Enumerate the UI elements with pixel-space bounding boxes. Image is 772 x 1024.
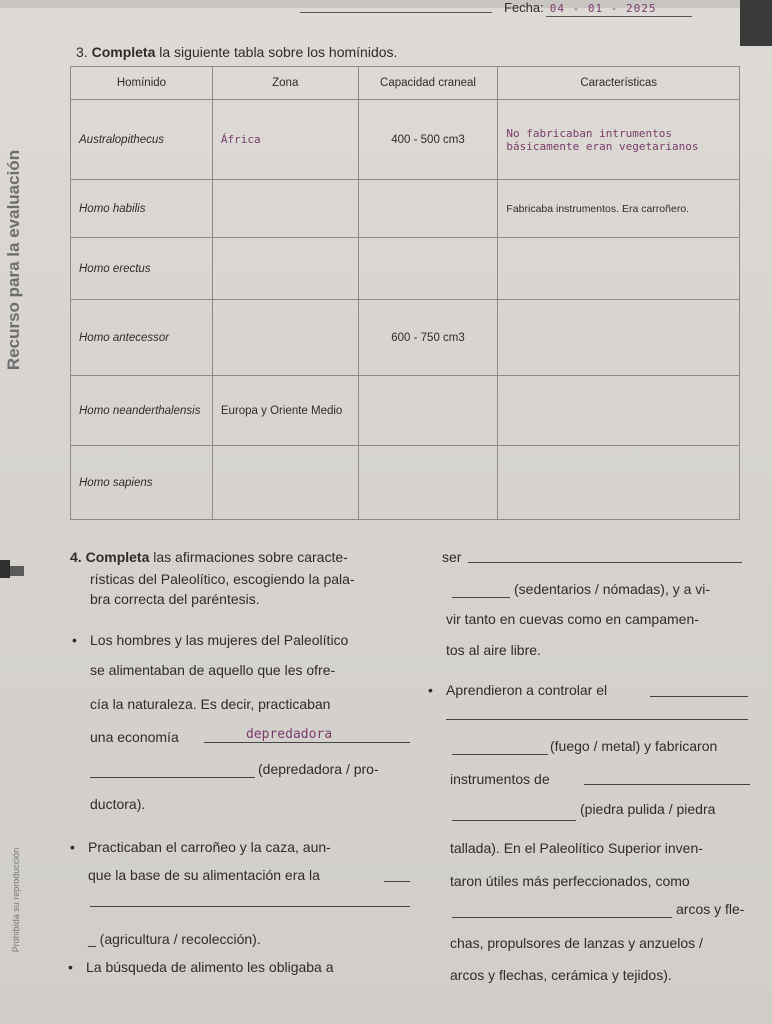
hominid-cell: Homo sapiens	[71, 446, 213, 520]
right-line-ser: ser	[442, 549, 462, 565]
statement-4-line5: tallada). En el Paleolítico Superior inven-	[450, 840, 703, 856]
table-row	[71, 376, 740, 446]
hominid-cell: Homo neanderthalensis	[71, 376, 213, 446]
statement-4-line9: arcos y flechas, cerámica y tejidos).	[450, 967, 672, 983]
zone-cell[interactable]	[212, 238, 358, 300]
capacity-cell: 600 - 750 cm3	[358, 300, 498, 376]
capacity-cell[interactable]	[358, 446, 498, 520]
statement-1-line2: se alimentaban de aquello que les ofre-	[90, 662, 336, 678]
sidebar-label: Recurso para la evaluación	[4, 149, 23, 371]
copyright-note: Prohibida su reproducción	[11, 847, 21, 953]
table-row	[71, 100, 740, 180]
hominid-cell: Homo antecessor	[71, 300, 213, 376]
zone-cell[interactable]	[212, 300, 358, 376]
zone-cell[interactable]	[212, 180, 358, 238]
capacity-cell[interactable]	[358, 180, 498, 238]
answer-underline	[204, 742, 410, 743]
date-label: Fecha:	[504, 0, 544, 15]
date-value: 04 - 01 - 2025	[549, 2, 657, 15]
statement-4-line7: arcos y fle-	[676, 901, 745, 917]
features-cell[interactable]	[498, 446, 740, 520]
table-row	[71, 446, 740, 520]
hominid-cell: Australopithecus	[71, 100, 213, 180]
statement-4-line1: • Aprendieron a controlar el	[446, 683, 607, 697]
q3-number: 3.	[76, 44, 88, 60]
q4-number: 4.	[70, 549, 82, 565]
answer-underline[interactable]	[584, 784, 750, 785]
features-cell[interactable]	[498, 100, 740, 180]
capacity-cell[interactable]	[358, 376, 498, 446]
answer-underline[interactable]	[452, 754, 548, 755]
q3-title-rest: la siguiente tabla sobre los homínidos.	[155, 44, 398, 60]
zone-cell: Europa y Oriente Medio	[212, 376, 358, 446]
table-row	[71, 180, 740, 238]
table-header-row	[71, 67, 740, 100]
q4-intro-line1	[70, 550, 348, 564]
answer-underline[interactable]	[384, 881, 410, 882]
top-rule	[300, 12, 492, 13]
statement-2-line2: que la base de su alimentación era la	[88, 867, 320, 883]
table-row	[71, 238, 740, 300]
capacity-cell[interactable]	[358, 238, 498, 300]
hominid-cell: Homo habilis	[71, 180, 213, 238]
column-header: Homínido	[71, 67, 213, 100]
answer-blank-economy[interactable]: depredadora	[246, 727, 333, 742]
right-line-3: vir tanto en cuevas como en campamen-	[446, 611, 699, 627]
answer-underline[interactable]	[452, 820, 576, 821]
q4-intro-text: las afirmaciones sobre caracte-	[149, 549, 348, 565]
sidebar-tab	[0, 560, 10, 578]
statement-4-line3: instrumentos de	[450, 771, 550, 787]
q3-title	[76, 44, 397, 60]
answer-underline[interactable]	[452, 597, 510, 598]
features-cell[interactable]	[498, 300, 740, 376]
q4-intro-line2: rísticas del Paleolítico, escogiendo la pala-	[90, 571, 355, 587]
q3-title-bold: Completa	[91, 44, 156, 60]
statement-3-line1: • La búsqueda de alimento les obligaba a	[86, 960, 334, 974]
zone-cell[interactable]	[212, 100, 358, 180]
statement-1-line6: ductora).	[90, 796, 146, 812]
features-answer: No fabricaban intrumentos básicamente eran vegetarianos	[506, 126, 699, 153]
q4-intro-line3: bra correcta del paréntesis.	[90, 591, 260, 607]
q4-title-bold: Completa	[85, 549, 150, 565]
page-corner-shadow	[740, 0, 772, 46]
statement-4-line6: taron útiles más perfeccionados, como	[450, 873, 690, 889]
capacity-cell: 400 - 500 cm3	[358, 100, 498, 180]
statement-4-line8: chas, propulsores de lanzas y anzuelos /	[450, 935, 703, 951]
column-header: Zona	[212, 67, 358, 100]
hominids-table	[70, 66, 740, 520]
statement-1-line5: (depredadora / pro-	[258, 761, 379, 777]
column-header: Características	[498, 67, 740, 100]
features-cell[interactable]	[498, 376, 740, 446]
right-line-2: (sedentarios / nómadas), y a vi-	[514, 581, 711, 597]
hominid-cell: Homo erectus	[71, 238, 213, 300]
statement-1-line1: • Los hombres y las mujeres del Paleolítico	[90, 633, 348, 647]
features-cell: Fabricaba instrumentos. Era carroñero.	[498, 180, 740, 238]
statement-4-line2: (fuego / metal) y fabricaron	[550, 738, 718, 754]
zone-cell[interactable]	[212, 446, 358, 520]
column-header: Capacidad craneal	[358, 67, 498, 100]
statement-1-line4: una economía	[90, 729, 179, 745]
answer-underline[interactable]	[468, 562, 742, 563]
date-underline	[546, 16, 692, 17]
answer-underline[interactable]	[90, 777, 255, 778]
zone-answer: África	[220, 133, 261, 146]
date-field	[504, 0, 656, 15]
answer-underline[interactable]	[446, 719, 748, 720]
right-line-4: tos al aire libre.	[446, 642, 541, 658]
answer-underline[interactable]	[90, 906, 410, 907]
statement-2-line3: _ (agricultura / recolección).	[88, 931, 261, 947]
answer-underline[interactable]	[650, 696, 748, 697]
table-row	[71, 300, 740, 376]
statement-4-line4: (piedra pulida / piedra	[580, 801, 716, 817]
statement-1-line3: cía la naturaleza. Es decir, practicaban	[90, 696, 331, 712]
sidebar-tab-notch	[10, 566, 24, 576]
answer-underline[interactable]	[452, 917, 672, 918]
features-cell[interactable]	[498, 238, 740, 300]
statement-2-line1: • Practicaban el carroñeo y la caza, aun-	[88, 840, 331, 854]
